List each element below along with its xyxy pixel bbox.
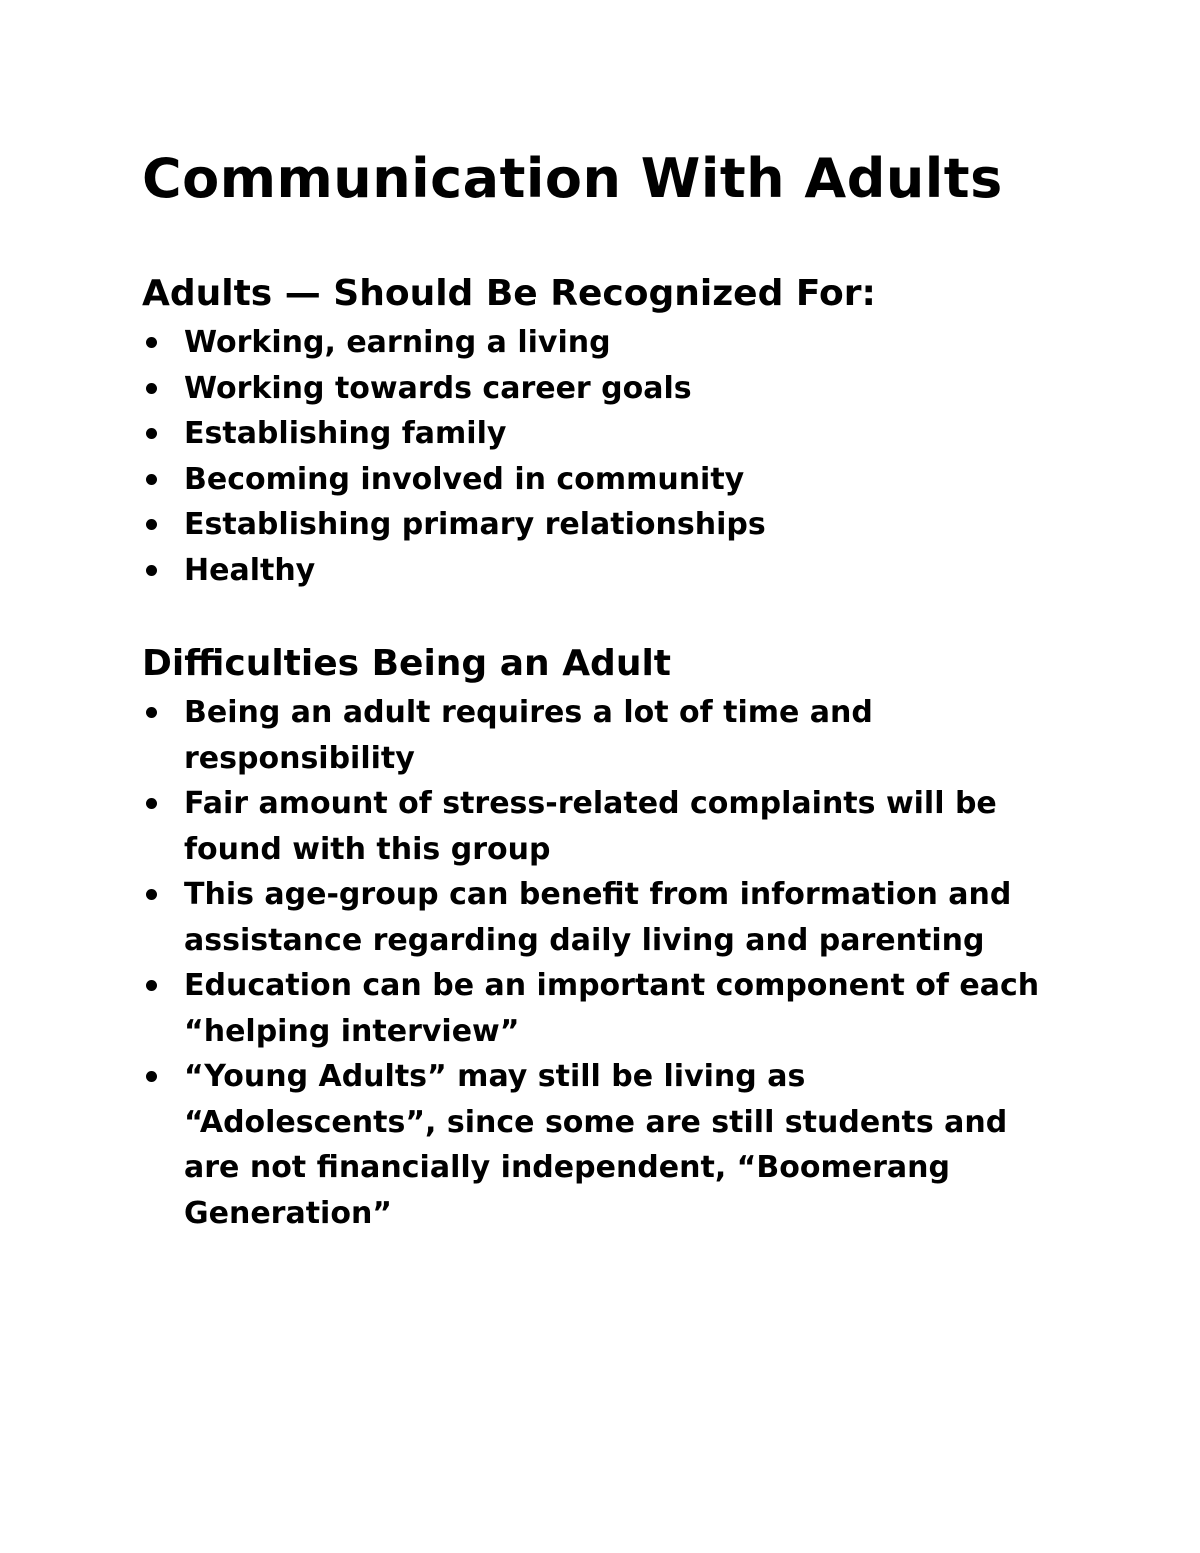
section-heading: Difficulties Being an Adult [142,643,671,684]
list-item-text: “Young Adults” may still be living as “Adolescents”, since some are still students and are not financially independent, “Boomerang Generation” [184,1059,1008,1231]
bullet-icon [146,428,157,439]
list-item-text: Healthy [184,552,316,588]
section-difficulties [142,640,1062,1236]
bullet-icon [146,565,157,576]
bullet-icon [146,980,157,991]
bullet-icon [146,383,157,394]
bullet-icon [146,1071,157,1082]
list-item [142,366,1062,412]
bullet-icon [146,889,157,900]
bullet-icon [146,519,157,530]
list-item-text: Working, earning a living [184,325,611,360]
page-title: Communication With Adults [142,147,1003,210]
section-heading: Adults — Should Be Recognized For: [142,273,876,314]
list-item-text: Establishing family [184,416,507,451]
list-item [142,457,1062,503]
list-item [142,1054,1062,1236]
bullet-list [142,320,1062,593]
section-adults-recognized [142,270,1062,593]
list-item [142,872,1062,963]
bullet-icon [146,798,157,809]
list-item-text: This age-group can benefit from information and assistance regarding daily living and parenting [184,877,1012,958]
list-item-text: Education can be an important component of each “helping interview” [184,968,1040,1049]
list-item-text: Fair amount of stress-related complaints will be found with this group [184,786,997,867]
list-item [142,411,1062,457]
list-item [142,781,1062,872]
bullet-icon [146,707,157,718]
list-item [142,320,1062,366]
list-item [142,548,1062,594]
list-item [142,502,1062,548]
list-item-text: Becoming involved in community [184,461,745,497]
list-item-text: Being an adult requires a lot of time and responsibility [184,695,873,776]
list-item-text: Establishing primary relationships [184,507,766,542]
bullet-list [142,690,1062,1236]
bullet-icon [146,474,157,485]
bullet-icon [146,337,157,348]
list-item [142,690,1062,781]
list-item [142,963,1062,1054]
list-item-text: Working towards career goals [184,370,692,406]
